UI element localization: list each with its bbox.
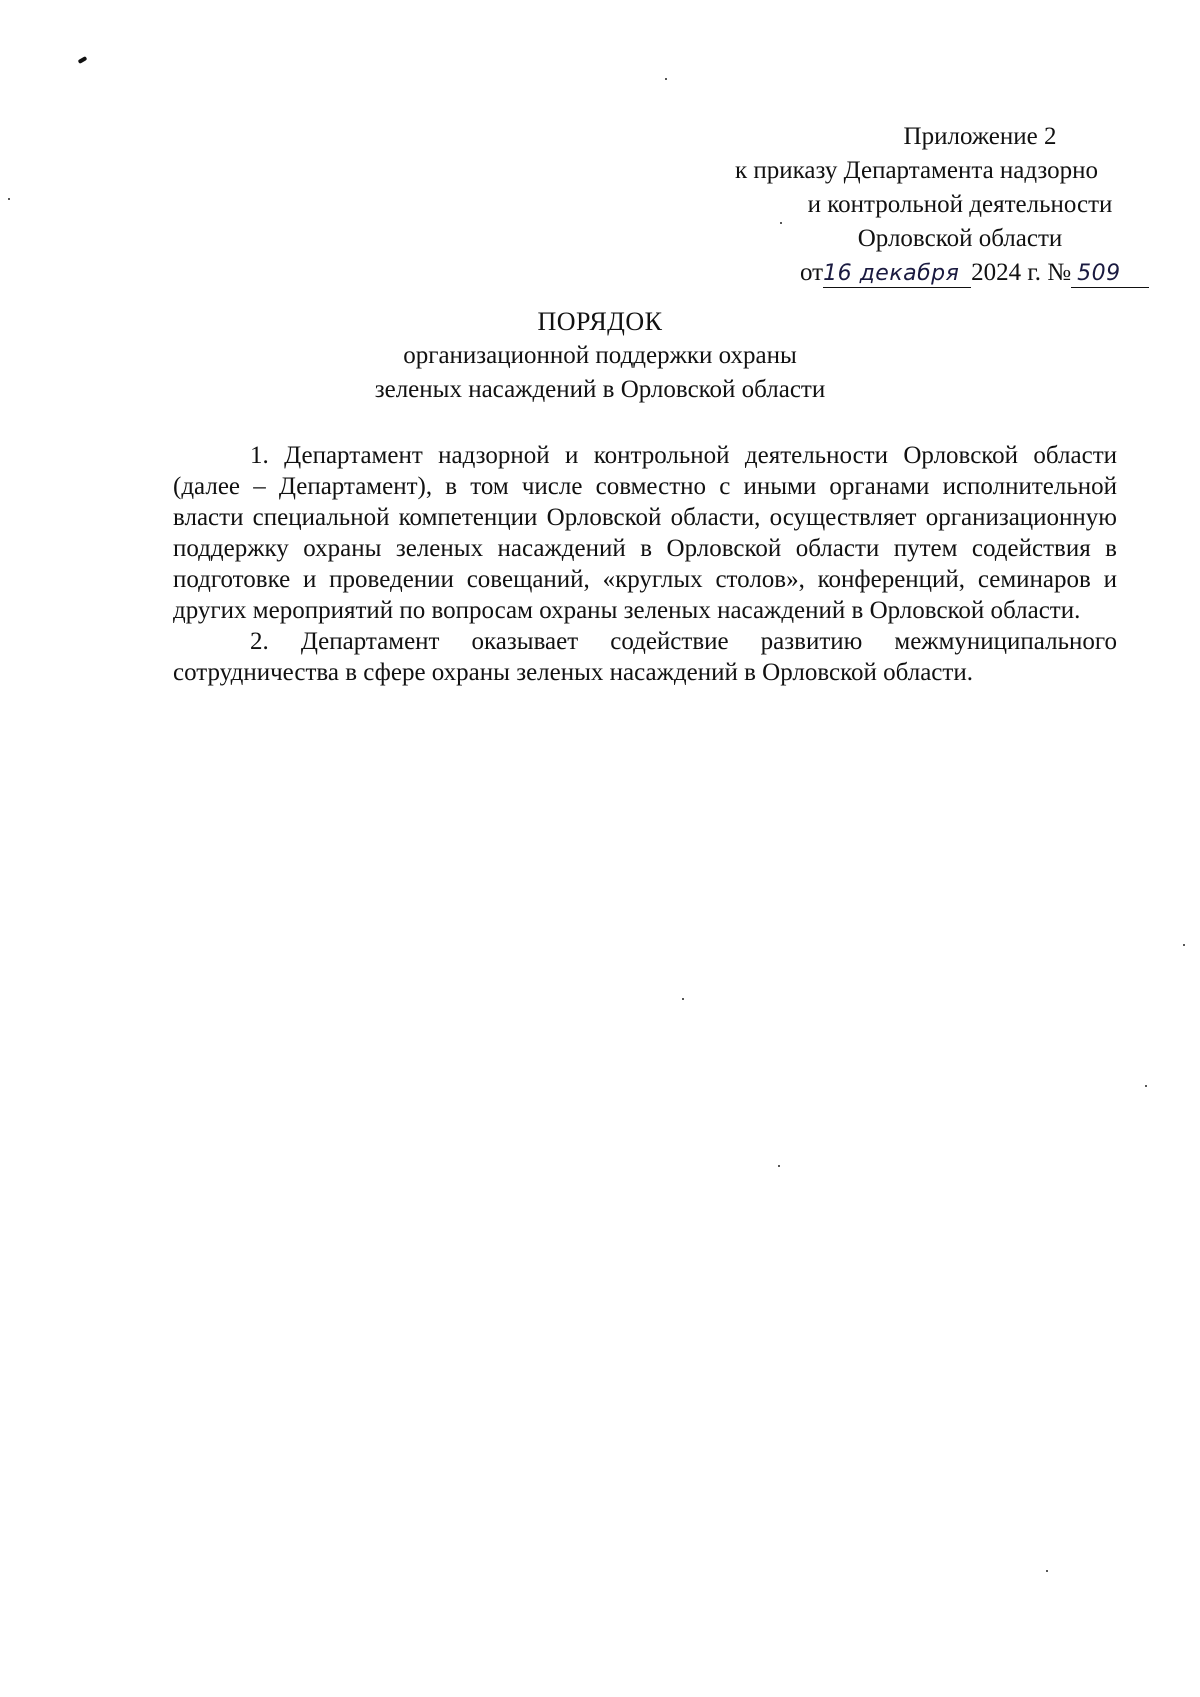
appendix-order-ref: к приказу Департамента надзорно [735, 157, 1099, 184]
appendix-department: и контрольной деятельности [807, 191, 1113, 218]
scan-speck [1046, 1570, 1048, 1572]
title-subtitle-line1: организационной поддержки охраны [403, 342, 797, 369]
scan-mark [78, 56, 88, 64]
handwritten-date: 16 декабря [823, 261, 971, 288]
appendix-region: Орловской области [857, 225, 1063, 252]
appendix-header [735, 120, 1180, 290]
date-year-number: 2024 г. № [971, 259, 1072, 286]
title-subtitle-line2: зеленых насаждений в Орловской области [374, 376, 826, 403]
paragraph-2: 2. Департамент оказывает содействие развитию межмуниципального сотрудничества в сфере охраны зеленых насаждений в Орловской области. [173, 628, 1117, 686]
appendix-title: Приложение 2 [903, 123, 1057, 150]
appendix-date-line [740, 256, 1180, 290]
handwritten-number: 509 [1071, 261, 1149, 288]
title-main: ПОРЯДОК [537, 307, 663, 336]
scan-speck [1145, 1085, 1147, 1087]
document-body [173, 440, 1117, 688]
document-title [200, 305, 1000, 407]
date-prefix: от [800, 259, 824, 286]
scan-speck [682, 998, 684, 1000]
scan-speck [778, 1165, 780, 1167]
scan-speck [665, 78, 667, 80]
paragraph-1: 1. Департамент надзорной и контрольной деятельности Орловской области (далее – Департамент), в том числе совместно с иными органами исполнительной власти специальной компетенции Орловской области, осуществляет организационную поддержку охраны зеленых насаждений в Орловской области путем содействия в подготовке и проведении совещаний, «круглых столов», конференций, семинаров и других мероприятий по вопросам охраны зеленых насаждений в Орловской области. [173, 442, 1117, 624]
scan-speck [8, 198, 10, 200]
scan-speck [1183, 944, 1185, 946]
